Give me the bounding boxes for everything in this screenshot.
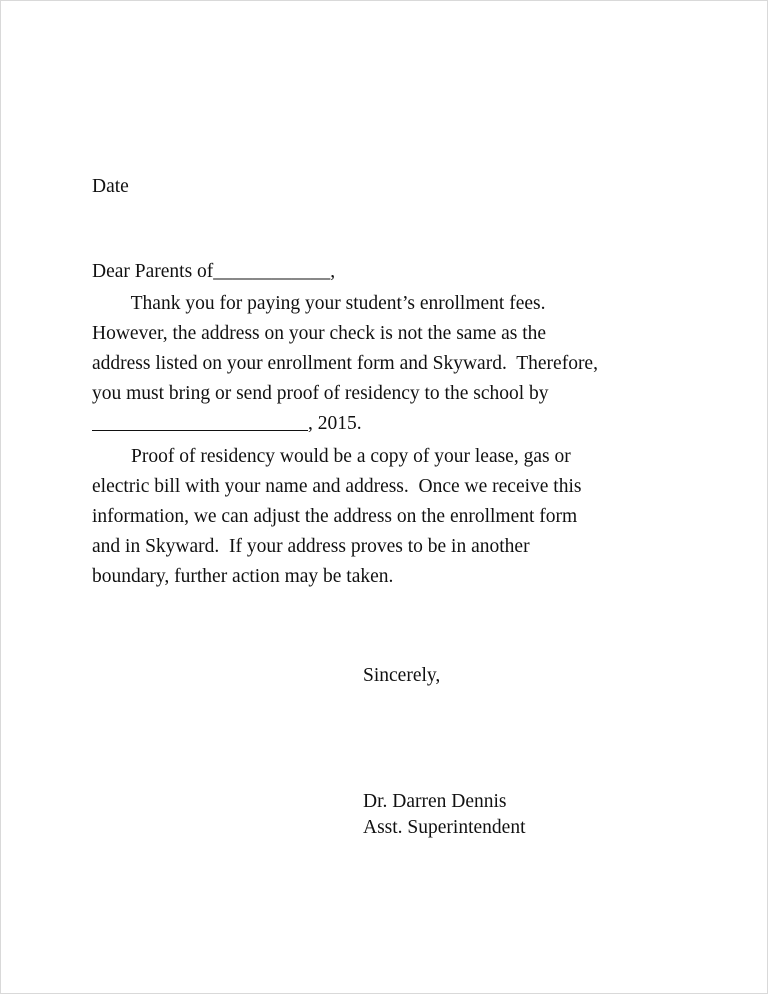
paragraph-proof-of-residency	[92, 442, 692, 592]
paragraph-line: However, the address on your check is not the same as the	[92, 323, 547, 344]
paragraph-line: address listed on your enrollment form and Skyward. Therefore,	[92, 353, 598, 374]
salutation: Dear Parents of____________,	[92, 261, 336, 282]
paragraph-line: boundary, further action may be taken.	[92, 566, 394, 587]
signer-title: Asst. Superintendent	[363, 817, 526, 838]
paragraph-line: Thank you for paying your student’s enrollment fees.	[92, 293, 546, 314]
deadline-blank	[92, 412, 308, 431]
deadline-suffix: , 2015.	[308, 413, 362, 434]
deadline-line	[92, 409, 692, 439]
paragraph-line: information, we can adjust the address on the enrollment form	[92, 506, 578, 527]
signer-name: Dr. Darren Dennis	[363, 791, 507, 812]
paragraph-line: and in Skyward. If your address proves to be in another	[92, 536, 530, 557]
paragraph-line: Proof of residency would be a copy of your lease, gas or	[92, 446, 571, 467]
signature-block	[363, 789, 525, 841]
letter-body	[92, 172, 692, 592]
paragraph-line: you must bring or send proof of residency to the school by	[92, 383, 549, 404]
paragraph-line: electric bill with your name and address. Once we receive this	[92, 476, 582, 497]
paragraph-enrollment-fees	[92, 289, 692, 439]
closing: Sincerely,	[363, 665, 441, 686]
date-label: Date	[92, 176, 129, 197]
